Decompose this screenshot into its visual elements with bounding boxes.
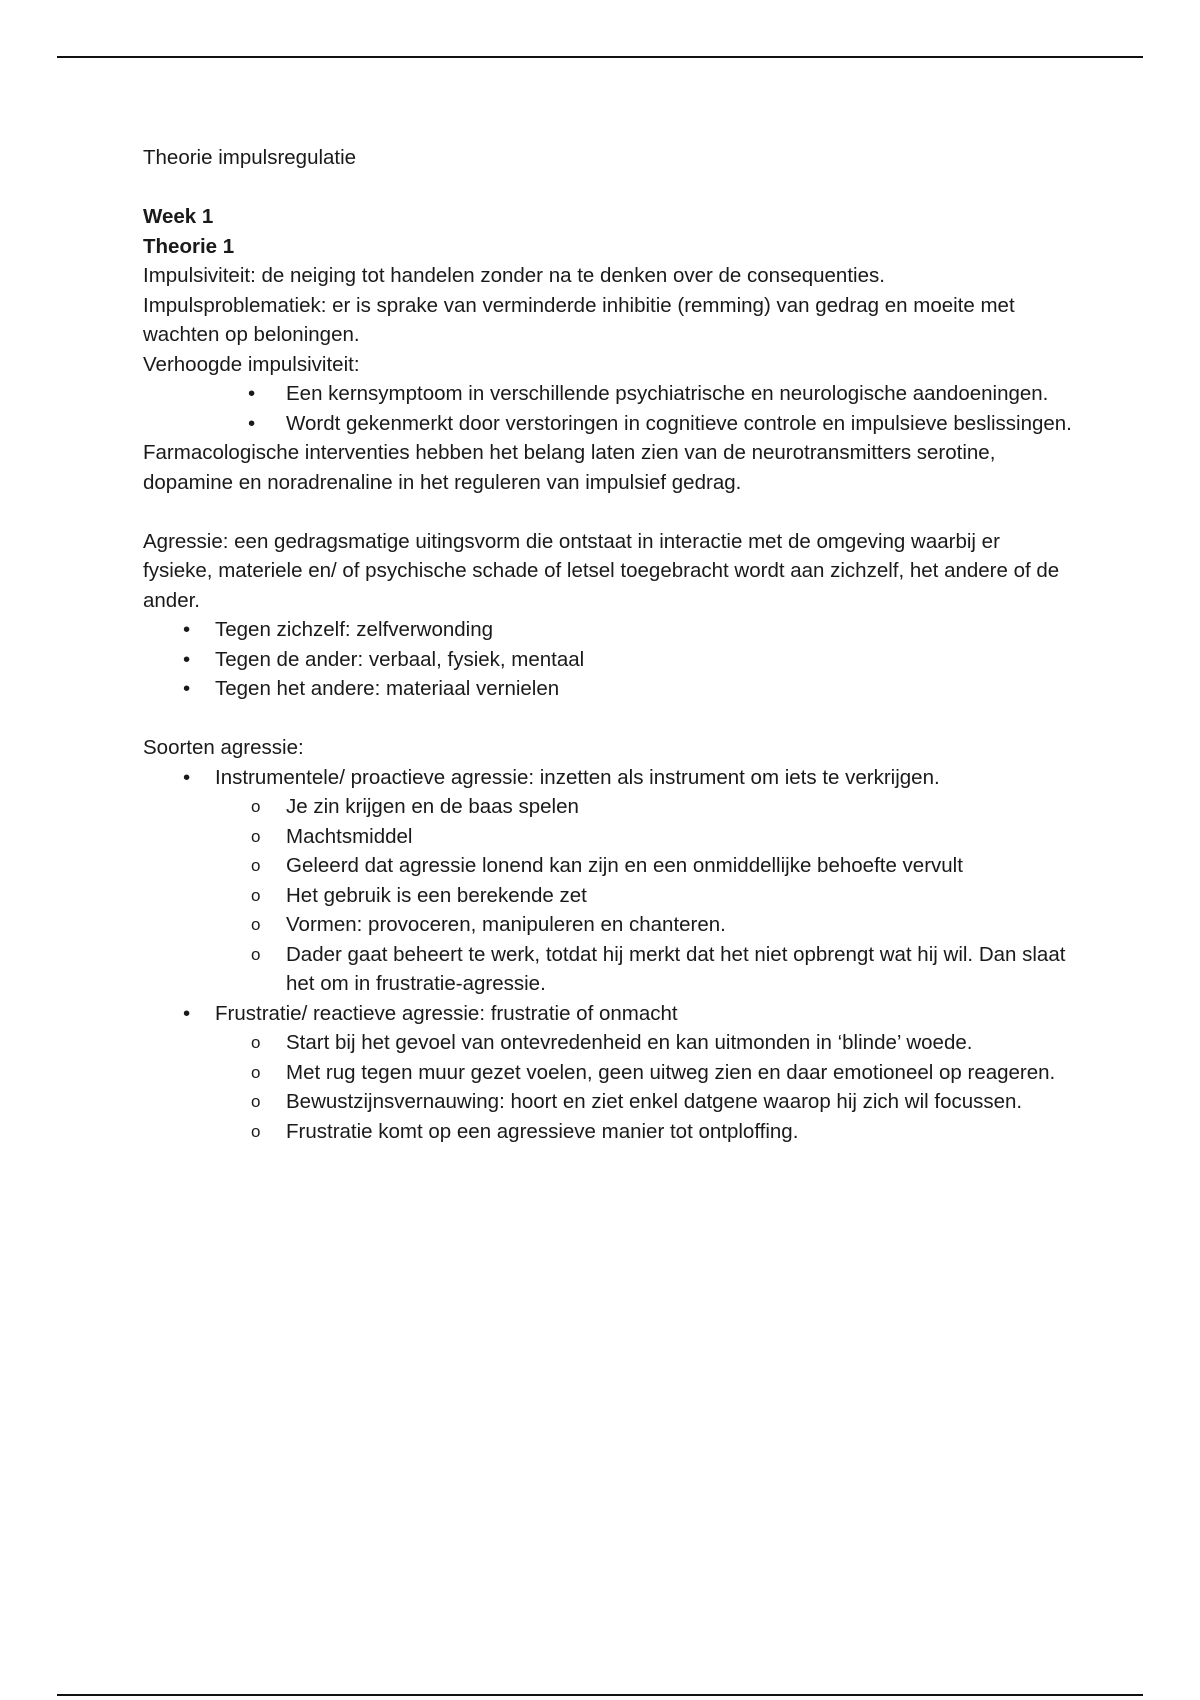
week-heading: Week 1 xyxy=(143,205,214,228)
list-item: o Frustratie komt op een agressieve manier tot ontploffing. xyxy=(251,1119,799,1143)
impulsiviteit-definition: Impulsiviteit: de neiging tot handelen zonder na te denken over de consequenties. xyxy=(143,264,885,287)
verhoogd-list xyxy=(143,379,1073,438)
list-item: o Je zin krijgen en de baas spelen xyxy=(251,795,579,818)
soorten-label: Soorten agressie: xyxy=(143,736,304,759)
list-item: o Bewustzijnsvernauwing: hoort en ziet enkel datgene waarop hij zich wil focussen. xyxy=(251,1090,1023,1113)
header-rule xyxy=(57,56,1143,58)
list-item: • Een kernsymptoom in verschillende psychiatrische en neurologische aandoeningen. xyxy=(248,382,1049,405)
footer-rule xyxy=(57,1694,1143,1696)
soorten-list xyxy=(143,763,1073,1147)
document-title: Theorie impulsregulatie xyxy=(143,146,357,169)
list-item: o Dader gaat beheert te werk, totdat hij merkt dat het niet opbrengt wat hij wil. Dan slaat het om in frustratie-agressie. xyxy=(251,942,1066,995)
list-item: o Met rug tegen muur gezet voelen, geen uitweg zien en daar emotioneel op reageren. xyxy=(251,1060,1056,1084)
list-item: • Frustratie/ reactieve agressie: frustratie of onmacht xyxy=(183,1001,678,1025)
list-item: o Machtsmiddel xyxy=(251,824,413,848)
agressie-list xyxy=(143,615,1073,704)
list-item: • Tegen het andere: materiaal vernielen xyxy=(183,677,560,700)
impulsproblematiek-definition: Impulsproblematiek: er is sprake van verminderde inhibitie (remming) van gedrag en moeite met wachten op beloningen. xyxy=(143,293,1015,346)
farmacologisch-paragraph: Farmacologische interventies hebben het belang laten zien van de neurotransmitters serotine, dopamine en noradrenaline in het reguleren van impulsief gedrag. xyxy=(143,441,996,494)
list-item: o Het gebruik is een berekende zet xyxy=(251,883,587,907)
list-item: • Wordt gekenmerkt door verstoringen in cognitieve controle en impulsieve beslissingen. xyxy=(248,411,1072,435)
list-item: • Tegen de ander: verbaal, fysiek, mentaal xyxy=(183,647,585,671)
list-item: • Instrumentele/ proactieve agressie: inzetten als instrument om iets te verkrijgen. xyxy=(183,765,940,789)
list-item: o Vormen: provoceren, manipuleren en chanteren. xyxy=(251,913,726,936)
verhoogd-label: Verhoogde impulsiviteit: xyxy=(143,352,360,376)
list-item: o Start bij het gevoel van ontevredenheid en kan uitmonden in ‘blinde’ woede. xyxy=(251,1031,973,1054)
list-item: • Tegen zichzelf: zelfverwonding xyxy=(183,618,494,641)
agressie-definition: Agressie: een gedragsmatige uitingsvorm die ontstaat in interactie met de omgeving waarbij er fysieke, materiele en/ of psychische schade of letsel toegebracht wordt aan zichzelf, het andere of de ander. xyxy=(143,529,1060,612)
theory-heading: Theorie 1 xyxy=(143,234,235,258)
document-body xyxy=(143,143,1073,1146)
list-item: o Geleerd dat agressie lonend kan zijn en een onmiddellijke behoefte vervult xyxy=(251,854,963,877)
